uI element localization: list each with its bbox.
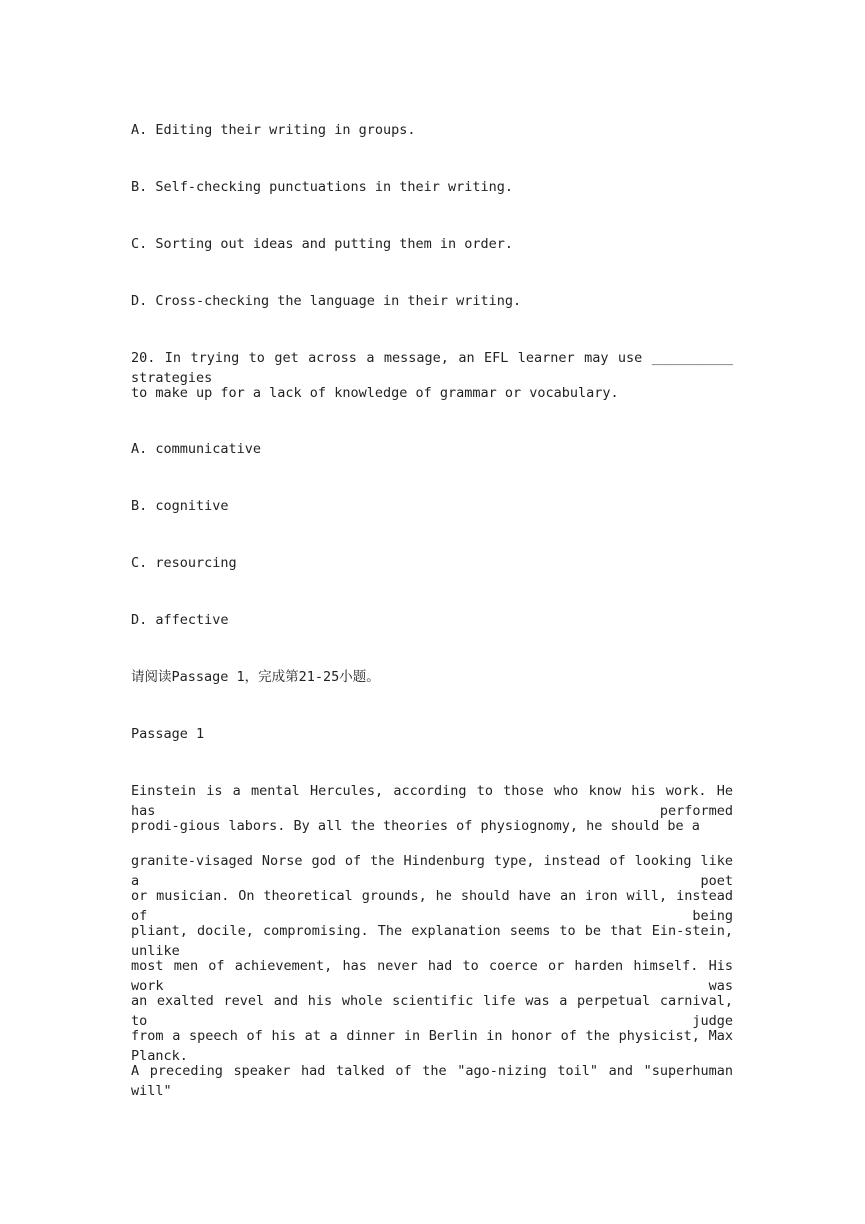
passage-line: an exalted revel and his whole scientific life was a perpetual carnival, to judge xyxy=(131,993,733,1029)
q19-option-d: D. Cross-checking the language in their writing. xyxy=(131,293,522,309)
q20-option-d: D. affective xyxy=(131,612,229,628)
q20-stem-line-2: to make up for a lack of knowledge of grammar or vocabulary. xyxy=(131,385,619,401)
passage-title: Passage 1 xyxy=(131,726,205,742)
passage-line: Einstein is a mental Hercules, according to those who know his work. He has performed xyxy=(131,783,733,819)
q20-stem-line-1: 20. In trying to get across a message, an EFL learner may use __________ strategies xyxy=(131,350,733,386)
reading-instruction: 请阅读Passage 1，完成第21-25小题。 xyxy=(131,669,380,685)
passage-line: most men of achievement, has never had to coerce or harden himself. His work was xyxy=(131,958,733,994)
passage-line: pliant, docile, compromising. The explanation seems to be that Ein-stein, unlike xyxy=(131,923,733,959)
q19-option-b: B. Self-checking punctuations in their writing. xyxy=(131,179,514,195)
passage-line: granite-visaged Norse god of the Hindenburg type, instead of looking like a poet xyxy=(131,853,733,889)
q20-option-a: A. communicative xyxy=(131,441,262,457)
q19-option-a: A. Editing their writing in groups. xyxy=(131,122,416,138)
passage-line: or musician. On theoretical grounds, he should have an iron will, instead of being xyxy=(131,888,733,924)
passage-line: prodi-gious labors. By all the theories of physiognomy, he should be a xyxy=(131,818,700,834)
passage-line: from a speech of his at a dinner in Berlin in honor of the physicist, Max Planck. xyxy=(131,1028,733,1064)
passage-line: A preceding speaker had talked of the "ago-nizing toil" and "superhuman will" xyxy=(131,1063,733,1099)
q20-option-b: B. cognitive xyxy=(131,498,229,514)
q20-option-c: C. resourcing xyxy=(131,555,237,571)
q19-option-c: C. Sorting out ideas and putting them in order. xyxy=(131,236,514,252)
